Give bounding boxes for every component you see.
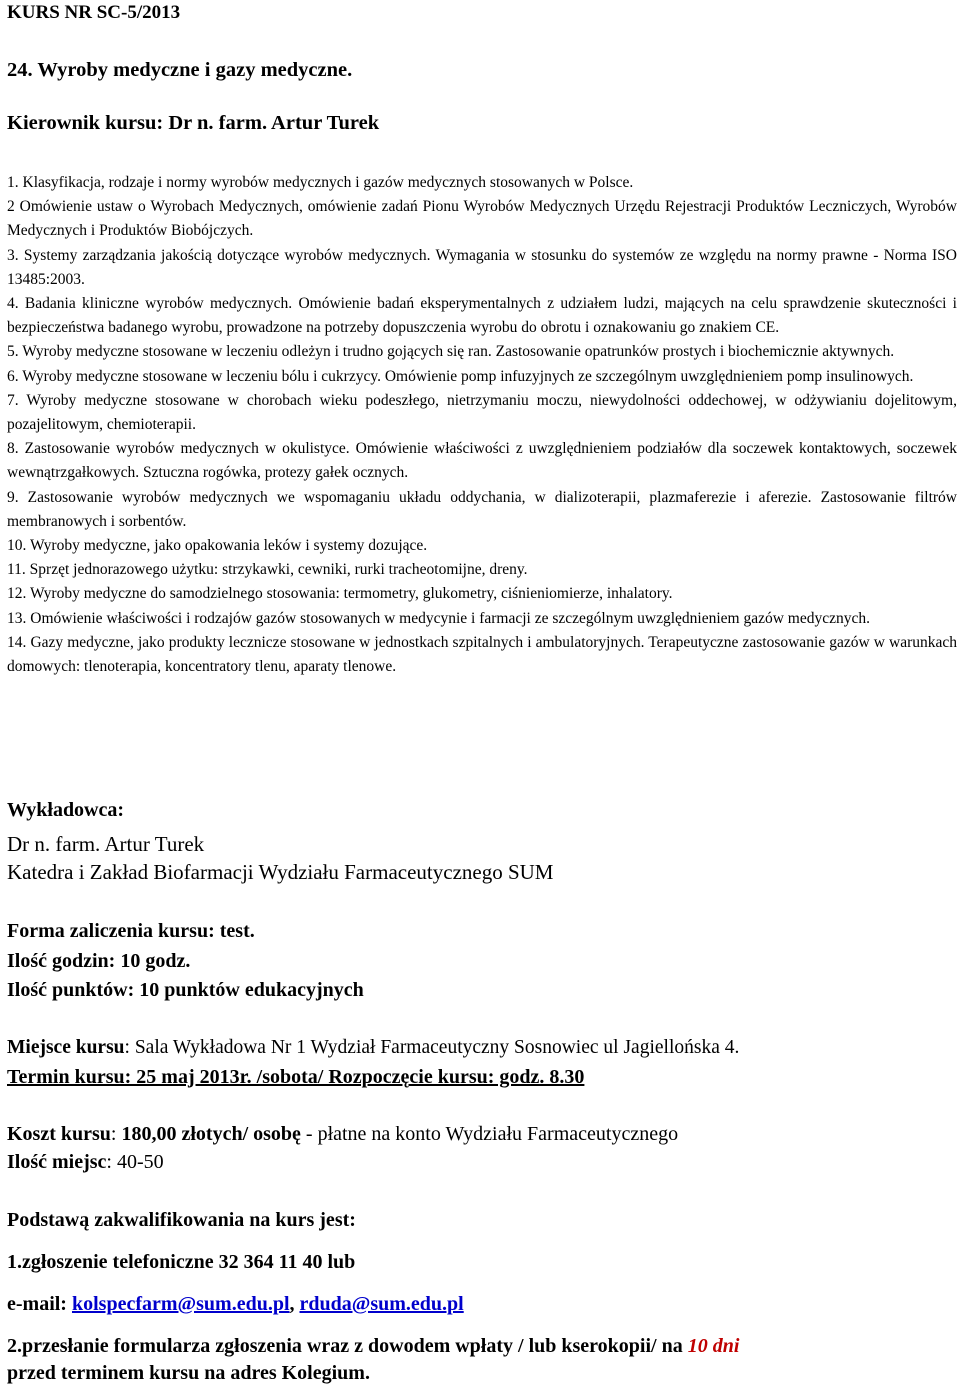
course-hours: Ilość godzin: 10 godz. bbox=[7, 950, 191, 972]
course-place-label: Miejsce kursu bbox=[7, 1037, 125, 1058]
qualification-email bbox=[7, 1293, 464, 1316]
email-label: e-mail: bbox=[7, 1293, 72, 1315]
lecturer-label: Wykładowca: bbox=[7, 799, 125, 821]
course-number: KURS NR SC-5/2013 bbox=[7, 2, 181, 23]
course-cost-label: Koszt kursu bbox=[7, 1123, 111, 1145]
course-cost-value: 180,00 złotych/ osobę bbox=[121, 1123, 301, 1145]
course-cost-note: - płatne na konto Wydziału Farmaceutycznego bbox=[300, 1123, 679, 1145]
course-title: 24. Wyroby medyczne i gazy medyczne. bbox=[7, 59, 353, 81]
topics-list bbox=[7, 171, 957, 679]
qualification-form-text: 2.przesłanie formularza zgłoszenia wraz z dowodem wpłaty / lub kserokopii/ na bbox=[7, 1335, 688, 1357]
topic-item: 9. Zastosowanie wyrobów medycznych we wspomaganiu układu oddychania, w dializoterapii, plazmaferezie i aferezie. Zastosowanie filtrów membranowych i sorbentów. bbox=[7, 488, 957, 530]
course-places bbox=[7, 1151, 164, 1174]
course-term: Termin kursu: 25 maj 2013r. /sobota/ Rozpoczęcie kursu: godz. 8.30 bbox=[7, 1066, 585, 1088]
course-points: Ilość punktów: 10 punktów edukacyjnych bbox=[7, 979, 364, 1001]
topic-item: 2 Omówienie ustaw o Wyrobach Medycznych, omówienie zadań Pionu Wyrobów Medycznych Urzędu Rejestracji Produktów Leczniczych, Wyrobów Medycznych i Produktów Biobójczych. bbox=[7, 198, 957, 240]
topic-item: 14. Gazy medyczne, jako produkty lecznicze stosowane w jednostkach szpitalnych i ambulatoryjnych. Terapeutyczne zastosowanie gazów w warunkach domowych: tlenoterapia, koncentratory tlenu, aparaty tlenowe. bbox=[7, 633, 957, 676]
lecturer-name: Dr n. farm. Artur Turek bbox=[7, 832, 205, 856]
topic-item: 4. Badania kliniczne wyrobów medycznych. Omówienie badań eksperymentalnych z udziałem ludzi, mających na celu sprawdzenie skuteczności i bezpieczeństwa badanego wyrobu, prowadzone na potrzeby dopuszczenia wyrobu do obrotu i oznakowaniu go znakiem CE. bbox=[7, 295, 957, 337]
topic-item: 12. Wyroby medyczne do samodzielnego stosowania: termometry, glukometry, ciśnieniomierze, inhalatory. bbox=[7, 585, 673, 603]
course-cost-colon: : bbox=[110, 1123, 122, 1145]
qualification-heading: Podstawą zakwalifikowania na kurs jest: bbox=[7, 1209, 356, 1231]
course-cost bbox=[7, 1123, 678, 1146]
qualification-phone: 1.zgłoszenie telefoniczne 32 364 11 40 lub bbox=[7, 1251, 356, 1273]
topic-item: 11. Sprzęt jednorazowego użytku: strzykawki, cewniki, rurki tracheotomijne, dreny. bbox=[7, 561, 528, 579]
qualification-form-days: 10 dni bbox=[687, 1335, 740, 1357]
qualification-form bbox=[7, 1335, 739, 1358]
email-link-rduda[interactable]: rduda@sum.edu.pl bbox=[299, 1293, 464, 1315]
topic-item: 8. Zastosowanie wyrobów medycznych w okulistyce. Omówienie właściwości z uwzględnieniem podziałów dla soczewek kontaktowych, soczewek wewnątrzgałkowych. Sztuczna rogówka, protezy gałek ocznych. bbox=[7, 440, 957, 482]
course-place-value: : Sala Wykładowa Nr 1 Wydział Farmaceutyczny Sosnowiec ul Jagiellońska 4. bbox=[124, 1037, 740, 1058]
course-place bbox=[7, 1037, 739, 1059]
topic-item: 5. Wyroby medyczne stosowane w leczeniu odleżyn i trudno gojących się ran. Zastosowanie opatrunków prostych i biochemicznie aktywnych. bbox=[7, 343, 895, 361]
email-link-kolspecfarm[interactable]: kolspecfarm@sum.edu.pl bbox=[71, 1293, 290, 1315]
topic-item: 10. Wyroby medyczne, jako opakowania leków i systemy dozujące. bbox=[7, 537, 428, 555]
course-director: Kierownik kursu: Dr n. farm. Artur Turek bbox=[7, 112, 380, 134]
topic-item: 13. Omówienie właściwości i rodzajów gazów stosowanych w medycynie i farmacji ze szczególnym uwzględnieniem gazów medycznych. bbox=[7, 609, 870, 627]
qualification-form-address: przed terminem kursu na adres Kolegium. bbox=[7, 1362, 370, 1384]
topic-item: 1. Klasyfikacja, rodzaje i normy wyrobów medycznych i gazów medycznych stosowanych w Polsce. bbox=[7, 174, 634, 191]
course-places-value: : 40-50 bbox=[106, 1151, 164, 1173]
topic-item: 7. Wyroby medyczne stosowane w chorobach wieku podeszłego, nietrzymaniu moczu, niewydolności oddechowej, w odżywianiu dojelitowym, pozajelitowym, chemioterapii. bbox=[7, 391, 957, 434]
email-separator: , bbox=[289, 1293, 300, 1315]
assessment-form: Forma zaliczenia kursu: test. bbox=[7, 920, 255, 942]
topic-item: 6. Wyroby medyczne stosowane w leczeniu bólu i cukrzycy. Omówienie pomp infuzyjnych ze szczególnym uwzględnieniem pomp insulinowych. bbox=[7, 367, 914, 385]
course-places-label: Ilość miejsc bbox=[7, 1151, 107, 1173]
lecturer-department: Katedra i Zakład Biofarmacji Wydziału Farmaceutycznego SUM bbox=[7, 860, 554, 884]
topic-item: 3. Systemy zarządzania jakością dotyczące wyrobów medycznych. Wymagania w stosunku do systemów ze względu na normy prawne - Norma ISO 13485:2003. bbox=[7, 246, 957, 288]
